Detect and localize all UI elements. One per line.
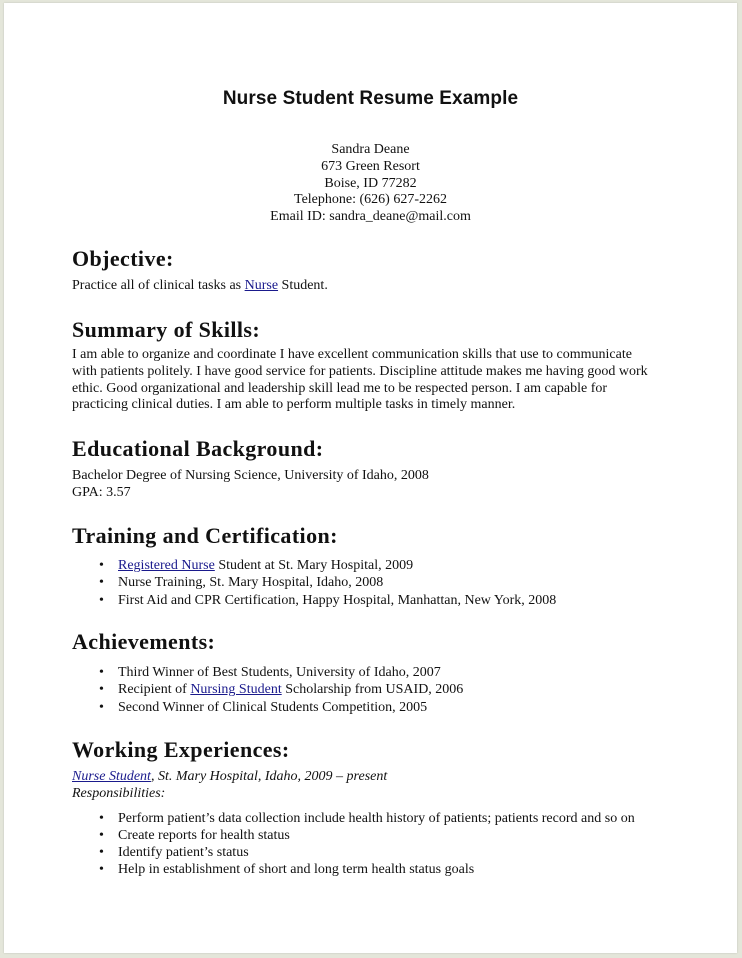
achievement-item-after: Scholarship from USAID, 2006 (281, 682, 464, 698)
experience-section (72, 738, 692, 879)
bullet-icon: • (99, 575, 104, 591)
list-item (72, 664, 692, 681)
job-details: , St. Mary Hospital, Idaho, 2009 – present (150, 769, 388, 784)
nursing-student-link[interactable]: Nursing Student (190, 682, 282, 698)
objective-text-after: Student. (278, 278, 328, 293)
experience-heading: Working Experiences: (72, 737, 290, 762)
bullet-icon: • (99, 862, 104, 878)
education-gpa: GPA: 3.57 (72, 484, 131, 500)
bullet-icon: • (99, 558, 104, 573)
responsibilities-label: Responsibilities: (72, 785, 166, 801)
responsibility-text: Perform patient’s data collection include health history of patients; patients record and so on (118, 810, 635, 826)
list-item (72, 810, 692, 827)
training-item-text: First Aid and CPR Certification, Happy Hospital, Manhattan, New York, 2008 (118, 592, 557, 608)
list-item (72, 699, 692, 716)
achievement-item-text: Second Winner of Clinical Students Competition, 2005 (118, 699, 428, 715)
nurse-student-link[interactable]: Nurse Student (72, 769, 151, 784)
bullet-icon: • (99, 682, 104, 698)
registered-nurse-link[interactable]: Registered Nurse (118, 558, 215, 573)
objective-text-before: Practice all of clinical tasks as (72, 278, 245, 293)
skills-heading: Summary of Skills: (72, 317, 261, 342)
responsibilities-list (72, 810, 692, 879)
objective-section (72, 247, 692, 295)
training-list (72, 557, 692, 609)
list-item (72, 557, 692, 574)
training-item-text: Student at St. Mary Hospital, 2009 (214, 558, 414, 573)
objective-text (72, 278, 692, 295)
responsibility-text: Create reports for health status (118, 827, 290, 843)
list-item (72, 861, 692, 878)
achievement-item-before: Recipient of (118, 682, 191, 698)
skills-line: practicing clinical duties. I am able to perform multiple tasks in timely manner. (72, 397, 516, 413)
achievements-heading: Achievements: (72, 629, 216, 654)
contact-email: Email ID: sandra_deane@mail.com (270, 209, 471, 225)
responsibility-text: Help in establishment of short and long term health status goals (118, 862, 475, 878)
training-heading: Training and Certification: (72, 523, 338, 548)
nurse-link[interactable]: Nurse (244, 278, 279, 293)
resume-page (4, 3, 737, 953)
list-item (72, 574, 692, 591)
list-item (72, 592, 692, 609)
education-text (72, 468, 692, 502)
achievement-item-text: Third Winner of Best Students, University of Idaho, 2007 (118, 665, 441, 680)
list-item (72, 844, 692, 861)
bullet-icon: • (99, 592, 104, 608)
contact-address-line1: 673 Green Resort (321, 158, 420, 174)
skills-section (72, 318, 692, 414)
contact-block (4, 142, 737, 226)
education-heading: Educational Background: (72, 436, 324, 461)
achievements-list (72, 664, 692, 716)
training-section (72, 524, 692, 609)
objective-heading: Objective: (72, 246, 174, 271)
skills-text (72, 347, 692, 414)
skills-line: with patients politely. I have good service for patients. Discipline attitude makes me having good work (72, 363, 648, 379)
bullet-icon: • (99, 699, 104, 715)
skills-line: ethic. Good organizational and leadership skill lead me to be respected person. I am capable for (72, 380, 608, 396)
bullet-icon: • (99, 827, 104, 843)
list-item (72, 827, 692, 844)
education-degree: Bachelor Degree of Nursing Science, University of Idaho, 2008 (72, 468, 429, 483)
training-item-text: Nurse Training, St. Mary Hospital, Idaho, 2008 (118, 575, 384, 591)
list-item (72, 681, 692, 698)
bullet-icon: • (99, 665, 104, 680)
page-title: Nurse Student Resume Example (222, 88, 519, 109)
bullet-icon: • (99, 845, 104, 861)
job-line (72, 769, 692, 786)
contact-name: Sandra Deane (331, 142, 410, 157)
contact-address-line2: Boise, ID 77282 (324, 175, 417, 191)
achievements-section (72, 630, 692, 716)
contact-telephone: Telephone: (626) 627-2262 (294, 192, 447, 208)
bullet-icon: • (99, 810, 104, 826)
skills-line: I am able to organize and coordinate I have excellent communication skills that use to communicate (72, 347, 632, 362)
education-section (72, 437, 692, 502)
responsibility-text: Identify patient’s status (118, 845, 249, 861)
